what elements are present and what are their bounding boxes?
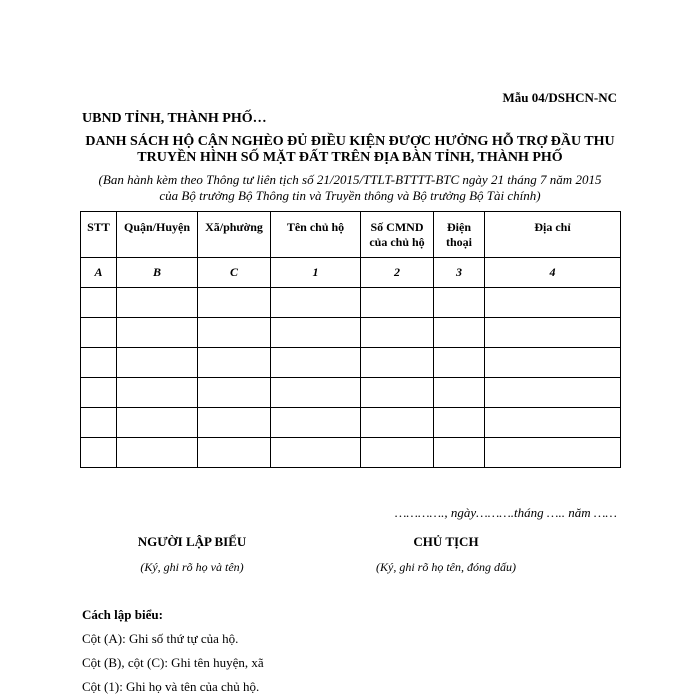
table-row	[81, 348, 621, 378]
table-cell[interactable]	[81, 438, 117, 468]
preparer-signature-block	[82, 534, 302, 575]
table-cell[interactable]	[81, 288, 117, 318]
code-2: 2	[361, 258, 434, 288]
document-title	[80, 134, 620, 166]
table-cell[interactable]	[434, 288, 485, 318]
table-cell[interactable]	[434, 438, 485, 468]
table-cell[interactable]	[117, 438, 198, 468]
table-cell[interactable]	[271, 288, 361, 318]
header-stt: STT	[81, 212, 117, 258]
table-cell[interactable]	[361, 408, 434, 438]
table-cell[interactable]	[361, 288, 434, 318]
chairman-note: (Ký, ghi rõ họ tên, đóng dấu)	[376, 560, 516, 574]
header-phone: Điện thoại	[434, 212, 485, 258]
table-cell[interactable]	[361, 318, 434, 348]
table-cell[interactable]	[81, 378, 117, 408]
subtitle-line-2: của Bộ trưởng Bộ Thông tin và Truyền thông và Bộ trưởng Bộ Tài chính)	[159, 188, 541, 203]
table-cell[interactable]	[198, 378, 271, 408]
table-cell[interactable]	[198, 318, 271, 348]
instructions-title: Cách lập biểu:	[82, 607, 163, 622]
code-b: B	[117, 258, 198, 288]
table-cell[interactable]	[485, 438, 621, 468]
table-cell[interactable]	[117, 408, 198, 438]
table-cell[interactable]	[81, 348, 117, 378]
date-line: …………., ngày……….tháng ….. năm ……	[394, 505, 617, 520]
table-cell[interactable]	[198, 288, 271, 318]
code-1: 1	[271, 258, 361, 288]
table-row	[81, 438, 621, 468]
table-cell[interactable]	[271, 378, 361, 408]
code-4: 4	[485, 258, 621, 288]
table-cell[interactable]	[361, 348, 434, 378]
table-cell[interactable]	[485, 318, 621, 348]
table-cell[interactable]	[117, 288, 198, 318]
table-cell[interactable]	[117, 318, 198, 348]
header-district: Quận/Huyện	[117, 212, 198, 258]
column-code-row	[81, 258, 621, 288]
chairman-title: CHỦ TỊCH	[413, 534, 479, 549]
table-cell[interactable]	[485, 348, 621, 378]
household-table	[80, 211, 621, 468]
table-cell[interactable]	[485, 378, 621, 408]
table-cell[interactable]	[271, 348, 361, 378]
form-code: Mẫu 04/DSHCN-NC	[502, 90, 617, 105]
table-cell[interactable]	[361, 378, 434, 408]
table-cell[interactable]	[434, 318, 485, 348]
instruction-item: Cột (1): Ghi họ và tên của chủ hộ.	[82, 679, 260, 694]
header-address: Địa chỉ	[485, 212, 621, 258]
document-subtitle	[80, 172, 620, 204]
title-line-2: TRUYỀN HÌNH SỐ MẶT ĐẤT TRÊN ĐỊA BÀN TỈNH, THÀNH PHỐ	[137, 150, 563, 165]
instruction-item: Cột (A): Ghi số thứ tự của hộ.	[82, 631, 239, 646]
instruction-item: Cột (B), cột (C): Ghi tên huyện, xã	[82, 655, 264, 670]
table-row	[81, 318, 621, 348]
table-cell[interactable]	[271, 318, 361, 348]
preparer-note: (Ký, ghi rõ họ và tên)	[140, 560, 244, 574]
table-cell[interactable]	[271, 438, 361, 468]
table-cell[interactable]	[434, 378, 485, 408]
table-cell[interactable]	[198, 438, 271, 468]
table-header-row	[81, 212, 621, 258]
table-cell[interactable]	[117, 378, 198, 408]
table-cell[interactable]	[434, 408, 485, 438]
table-row	[81, 288, 621, 318]
table-cell[interactable]	[485, 408, 621, 438]
table-cell[interactable]	[81, 408, 117, 438]
preparer-title: NGƯỜI LẬP BIỂU	[137, 534, 247, 549]
table-cell[interactable]	[271, 408, 361, 438]
title-line-1: DANH SÁCH HỘ CẬN NGHÈO ĐỦ ĐIỀU KIỆN ĐƯỢC HƯỞNG HỖ TRỢ ĐẦU THU	[85, 134, 615, 149]
agency-name: UBND TỈNH, THÀNH PHỐ…	[82, 111, 267, 126]
table-cell[interactable]	[485, 288, 621, 318]
table-cell[interactable]	[434, 348, 485, 378]
table-row	[81, 378, 621, 408]
table-cell[interactable]	[198, 348, 271, 378]
subtitle-line-1: (Ban hành kèm theo Thông tư liên tịch số 21/2015/TTLT-BTTTT-BTC ngày 21 tháng 7 năm 2015	[98, 172, 602, 187]
table-cell[interactable]	[361, 438, 434, 468]
code-c: C	[198, 258, 271, 288]
chairman-signature-block	[336, 534, 556, 575]
table-cell[interactable]	[198, 408, 271, 438]
code-3: 3	[434, 258, 485, 288]
code-a: A	[81, 258, 117, 288]
table-cell[interactable]	[81, 318, 117, 348]
table-cell[interactable]	[117, 348, 198, 378]
table-row	[81, 408, 621, 438]
header-id-number: Số CMND của chủ hộ	[361, 212, 434, 258]
header-household-head: Tên chủ hộ	[271, 212, 361, 258]
header-ward: Xã/phường	[198, 212, 271, 258]
